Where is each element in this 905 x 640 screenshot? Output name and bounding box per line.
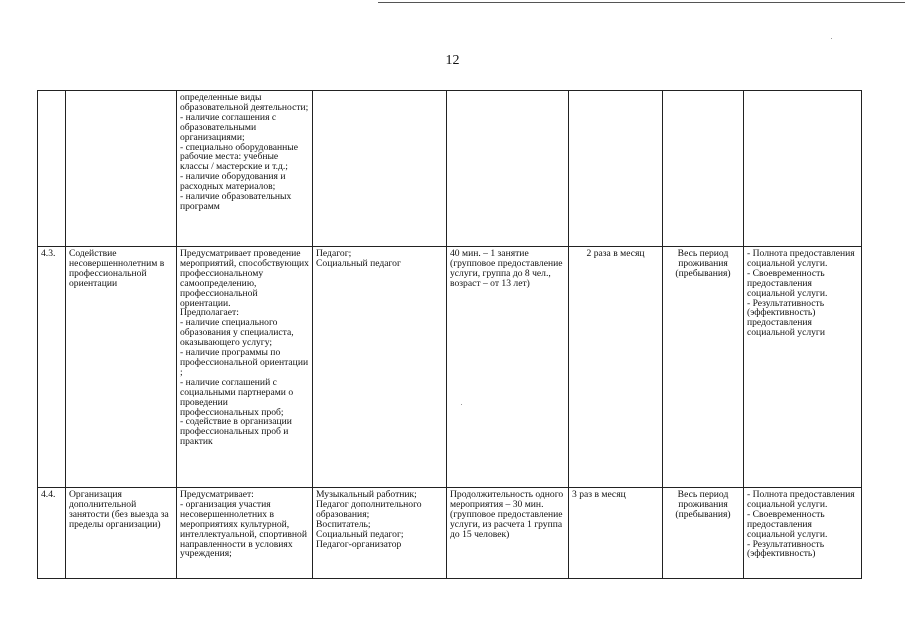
row-number-cell: 4.3. — [38, 247, 66, 488]
table-row — [38, 488, 862, 579]
service-description-cell: Предусматривает: - организация участия несовершеннолетних в мероприятиях культурной, интеллектуальной, спортивной направленности в условиях учреждения; — [177, 488, 313, 579]
row-number-cell — [38, 91, 66, 247]
services-table — [37, 90, 862, 579]
duration-cell — [447, 91, 569, 247]
service-name-cell: Организация дополнительной занятости (без выезда за пределы организации) — [66, 488, 177, 579]
scan-speck — [461, 404, 462, 405]
term-cell — [663, 91, 744, 247]
table-row — [38, 247, 862, 488]
service-name-cell — [66, 91, 177, 247]
page-number: 12 — [445, 53, 460, 68]
term-cell: Весь период проживания (пребывания) — [663, 488, 744, 579]
scan-top-edge-line — [378, 2, 905, 3]
staff-cell: Музыкальный работник; Педагог дополнительного образования; Воспитатель; Социальный педагог; Педагог-организатор — [313, 488, 447, 579]
staff-cell: Педагог; Социальный педагог — [313, 247, 447, 488]
frequency-cell — [569, 91, 663, 247]
frequency-cell: 3 раз в месяц — [569, 488, 663, 579]
duration-cell: 40 мин. – 1 занятие (групповое предоставление услуги, группа до 8 чел., возраст – от 13 лет) — [447, 247, 569, 488]
criteria-cell — [744, 91, 862, 247]
term-cell: Весь период проживания (пребывания) — [663, 247, 744, 488]
service-name-cell: Содействие несовершеннолетним в профессиональной ориентации — [66, 247, 177, 488]
duration-cell: Продолжительность одного мероприятия – 30 мин. (групповое предоставление услуги, из расчета 1 группа до 15 человек) — [447, 488, 569, 579]
row-number-cell: 4.4. — [38, 488, 66, 579]
scan-speck — [831, 38, 832, 39]
frequency-cell: 2 раза в месяц — [569, 247, 663, 488]
service-description-cell: Предусматривает проведение мероприятий, способствующих профессиональному самоопределению, профессиональной ориентации. Предполагает: - наличие специального образования у специалиста, оказывающего услугу; - наличие программы по профессиональной ориентации ; - наличие соглашений с социальными партнерами о проведении профессиональных проб; - содействие в организации профессиональных проб и практик — [177, 247, 313, 488]
service-description-cell: определенные виды образовательной деятельности; - наличие соглашения с образовательными организациями; - специально оборудованные рабочие места: учебные классы / мастерские и т.д.; - наличие оборудования и расходных материалов; - наличие образовательных программ — [177, 91, 313, 247]
criteria-cell: - Полнота предоставления социальной услуги. - Своевременность предоставления социальной услуги. - Результативность (эффективность) предоставления социальной услуги — [744, 247, 862, 488]
table-row — [38, 91, 862, 247]
criteria-cell: - Полнота предоставления социальной услуги. - Своевременность предоставления социальной услуги. - Результативность (эффективность) — [744, 488, 862, 579]
staff-cell — [313, 91, 447, 247]
